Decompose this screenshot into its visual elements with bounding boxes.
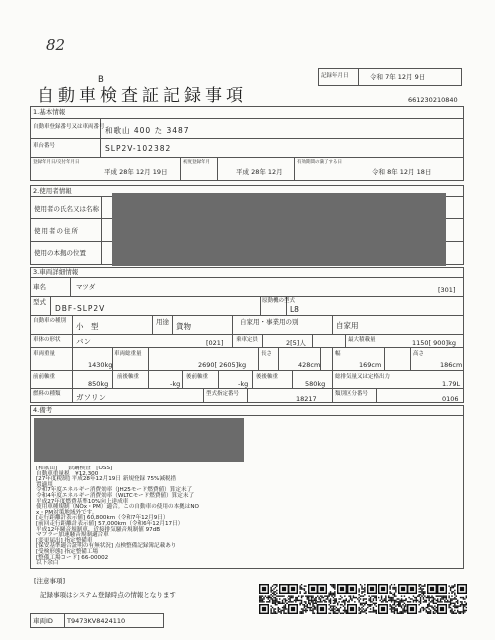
user-section-title: 2.使用者情報: [33, 187, 72, 195]
base-location-label: 使用の本拠の位置: [34, 249, 86, 257]
remarks-line: 自動車重量税 ¥12,300: [36, 470, 99, 477]
spec-number-label: 型式指定番号: [206, 391, 240, 397]
use-value: 貨物: [176, 322, 191, 331]
width-value: 169cm: [359, 361, 382, 369]
record-date-value: 令和 7年 12月 9日: [370, 73, 426, 81]
rear-front-axle-value: -kg: [238, 380, 249, 388]
weight-value: 1430kg: [88, 361, 113, 369]
remarks-line: [27年度税制] 平成28年12月19日 新規登録 75%減税措: [36, 476, 177, 483]
vehicle-section-title: 3.車両詳細情報: [33, 268, 79, 276]
displacement-value: 1.79L: [442, 380, 461, 388]
rear-rear-axle-label: 後後軸重: [256, 374, 279, 380]
remarks-line: x・PM対策地域外です。: [36, 509, 98, 516]
remarks-line: 平成27年度燃費基準10%向上達成車: [36, 498, 129, 505]
length-label: 長さ: [261, 351, 273, 357]
length-value: 428cm: [298, 361, 321, 369]
private-label: 自家用・事業用の別: [240, 318, 299, 326]
chassis-label: 車台番号: [33, 143, 56, 149]
first-reg-label: 初度登録年月: [183, 160, 210, 165]
redacted-user-info: [112, 193, 446, 266]
qr-code-icon: [437, 584, 467, 614]
reg-date-value: 平成 28年 12月 19日: [104, 168, 168, 176]
front-front-axle-label: 前前軸重: [33, 374, 56, 380]
remarks-line: [前回走行距離計表示値] 57,000km（令和6年12月17日）: [36, 520, 184, 527]
rear-front-axle-label: 後前軸重: [186, 374, 209, 380]
remarks-line: 平成12年騒音規制車、近接排気騒音規制値 97dB: [36, 526, 161, 533]
fuel-value: ガソリン: [76, 393, 106, 402]
remarks-list: [36, 466, 306, 566]
document-number: 661230210840: [408, 96, 458, 104]
remarks-line: [変更届出] 指定整備車: [36, 537, 93, 544]
letter-mark: B: [98, 75, 104, 85]
engine-value: L8: [290, 305, 299, 314]
redacted-remarks: [34, 418, 244, 462]
gross-value: 2690[ 2605]kg: [198, 361, 247, 369]
remarks-line: [和歌山] 鉄鋼検査 [OSS]: [36, 466, 113, 471]
remarks-line: [整備工場コード] 66-00002: [36, 554, 109, 561]
front-rear-axle-value: -kg: [170, 380, 181, 388]
handwritten-note: 82: [46, 36, 66, 54]
qr-code-icon: [317, 584, 347, 614]
height-label: 高さ: [413, 351, 425, 357]
private-value: 自家用: [336, 321, 359, 330]
page-title: 自動車検査証記録事項: [37, 86, 247, 106]
shape-value: バン: [76, 337, 91, 346]
user-address-label: 使用者の住所: [34, 227, 79, 235]
vehicle-id-value: T9473KV8424110: [67, 617, 126, 625]
remarks-line: [受検形態] 指定整備工場: [36, 548, 99, 555]
qr-code-icon: [259, 584, 289, 614]
user-name-label: 使用者の氏名又は名称: [34, 205, 99, 213]
remarks-line: [走行距離計表示値] 60,800km（令和7年12月9日）: [36, 515, 169, 522]
qr-code-icon: [288, 584, 318, 614]
displacement-label: 総排気量又は定格出力: [335, 374, 391, 380]
weight-label: 車両重量: [33, 351, 56, 357]
make-value: マツダ: [76, 283, 96, 291]
kind-label: 自動車の種別: [33, 318, 67, 324]
max-load-value: 1150[ 900]kg: [412, 339, 456, 347]
remarks-section-title: 4.備考: [33, 406, 53, 414]
first-reg-value: 平成 28年 12月: [236, 168, 283, 176]
chassis-value: SLP2V-102382: [105, 144, 172, 153]
make-code: [301]: [438, 286, 456, 294]
make-label: 車名: [33, 283, 46, 291]
fuel-label: 燃料の種類: [33, 391, 61, 397]
remarks-line: 使用車種規制（NOx・PM）適合。この自動車の使用の本拠はNO: [36, 504, 199, 511]
shape-label: 車体の形状: [33, 337, 61, 343]
height-value: 186cm: [440, 361, 463, 369]
spec-number-value: 18217: [296, 395, 317, 403]
reg-date-label: 登録年月日/交付年月日: [33, 160, 80, 165]
remarks-line: 以下余白: [36, 560, 59, 566]
rear-rear-axle-value: 580kg: [305, 380, 326, 388]
shape-code: [021]: [206, 339, 224, 347]
kind-value: 小 型: [76, 322, 99, 331]
gross-label: 車両総重量: [114, 351, 142, 357]
reg-number-value: 和歌山 400 た 3487: [105, 126, 190, 135]
remarks-line: マフラー加速騒音規制適合車: [36, 532, 109, 539]
reg-number-label: 自動車登録番号又は車両番号: [33, 124, 105, 130]
max-load-label: 最大積載量: [348, 337, 376, 343]
qr-code-icon: [347, 584, 377, 614]
remarks-line: [保安基準適合証明の有無状況] 点検整備記録簿記載あり: [36, 543, 177, 550]
capacity-value: 2[5]人: [286, 339, 306, 347]
expiry-value: 令和 8年 12月 18日: [372, 168, 432, 176]
notice-text: 記録事項はシステム登録時点の情報となります: [40, 591, 176, 599]
model-value: DBF-SLP2V: [55, 304, 106, 313]
expiry-label: 有効期間の満了する日: [297, 160, 342, 165]
basic-section-title: 1.基本情報: [33, 108, 66, 116]
use-label: 用途: [156, 318, 169, 326]
remarks-line: 置適用: [36, 481, 53, 488]
front-front-axle-value: 850kg: [88, 380, 109, 388]
width-label: 幅: [335, 351, 341, 357]
qr-code-icon: [378, 584, 408, 614]
notice-label: [注意事項]: [34, 577, 66, 585]
engine-label: 原動機の型式: [262, 298, 296, 304]
front-rear-axle-label: 前後軸重: [117, 374, 140, 380]
capacity-label: 乗車定員: [236, 337, 259, 343]
class-number-label: 類別区分番号: [335, 391, 369, 397]
qr-code-icon: [407, 584, 437, 614]
remarks-line: 令和7年度エネルギー消費効率（JH25モード燃費値）算定未了: [36, 487, 193, 494]
vehicle-id-label: 車両ID: [33, 617, 53, 625]
model-label: 型式: [33, 298, 46, 306]
remarks-line: 令和4年度エネルギー消費効率（WLTCモード燃費値）算定未了: [36, 492, 195, 499]
class-number-value: 0106: [442, 395, 459, 403]
record-date-label: 記録年月日: [321, 73, 349, 79]
